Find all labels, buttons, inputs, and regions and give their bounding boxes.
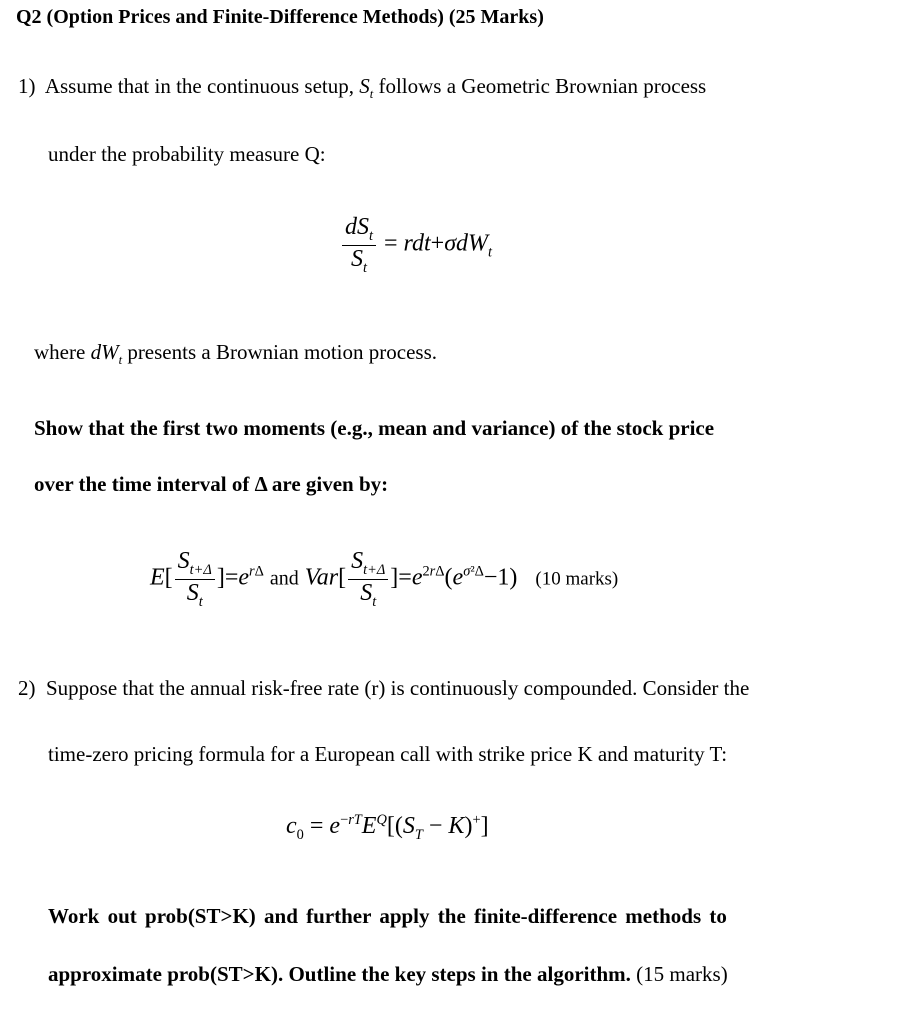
call-price-equation: $c_0 = e^{-rT}E^Q[(S_T - K)^+]$ bbox=[286, 812, 489, 843]
where-pre: where bbox=[34, 340, 91, 364]
part1-intro-sub: t bbox=[369, 87, 374, 102]
part2-marks: (15 marks) bbox=[636, 962, 728, 986]
part1-line2: under the probability measure Q: bbox=[48, 142, 326, 166]
part2-bold-line2: approximate prob(ST>K). Outline the key steps in the algorithm. bbox=[48, 962, 631, 986]
part1-where-line bbox=[34, 340, 437, 368]
part1-intro-pre: Assume that in the continuous setup, bbox=[44, 74, 360, 98]
part1-intro-var: S bbox=[359, 74, 370, 98]
var-fraction: $\frac{S_{t+\Delta}}{S_t}$ bbox=[348, 548, 388, 610]
part1-line1 bbox=[18, 74, 706, 102]
and-word: and bbox=[269, 567, 299, 590]
part2-bold-line2-row bbox=[48, 962, 728, 987]
where-sub: t bbox=[118, 353, 123, 368]
gbm-equation: $\frac{dS_t}{S_t}$ = rdt+σdW$_t$ bbox=[340, 214, 492, 276]
question-title: Q2 (Option Prices and Finite-Difference Methods) (25 Marks) bbox=[16, 6, 544, 28]
part1-marks: (10 marks) bbox=[535, 568, 619, 590]
part2-line1 bbox=[18, 676, 749, 701]
moments-equation: E[ $\frac{S_{t+\Delta}}{S_t}$ ]$=e^{r\Delta}$ and Var[ $\frac{S_{t+\Delta}}{S_t}$ ]$=e^{2r\Delta}(e^{\sigma^2\Delta}-1)$ (10 marks) bbox=[150, 548, 619, 610]
part2-bold-line1: Work out prob(ST>K) and further apply the finite-difference methods to bbox=[48, 904, 727, 928]
part1-number: 1) bbox=[18, 74, 36, 98]
gbm-fraction: $\frac{dS_t}{S_t}$ bbox=[342, 214, 376, 276]
where-post: presents a Brownian motion process. bbox=[122, 340, 438, 364]
where-var: dW bbox=[90, 340, 119, 364]
part1-bold-line1: Show that the first two moments (e.g., mean and variance) of the stock price bbox=[34, 416, 715, 440]
part1-bold-line2: over the time interval of Δ are given by: bbox=[34, 472, 389, 496]
part2-number: 2) bbox=[18, 676, 36, 700]
part2-line2: time-zero pricing formula for a European call with strike price K and maturity T: bbox=[48, 742, 728, 766]
mean-fraction: $\frac{S_{t+\Delta}}{S_t}$ bbox=[175, 548, 215, 610]
part2-intro-line1: Suppose that the annual risk-free rate (r) is continuously compounded. Consider the bbox=[46, 676, 750, 700]
part1-intro-post: follows a Geometric Brownian process bbox=[373, 74, 707, 98]
